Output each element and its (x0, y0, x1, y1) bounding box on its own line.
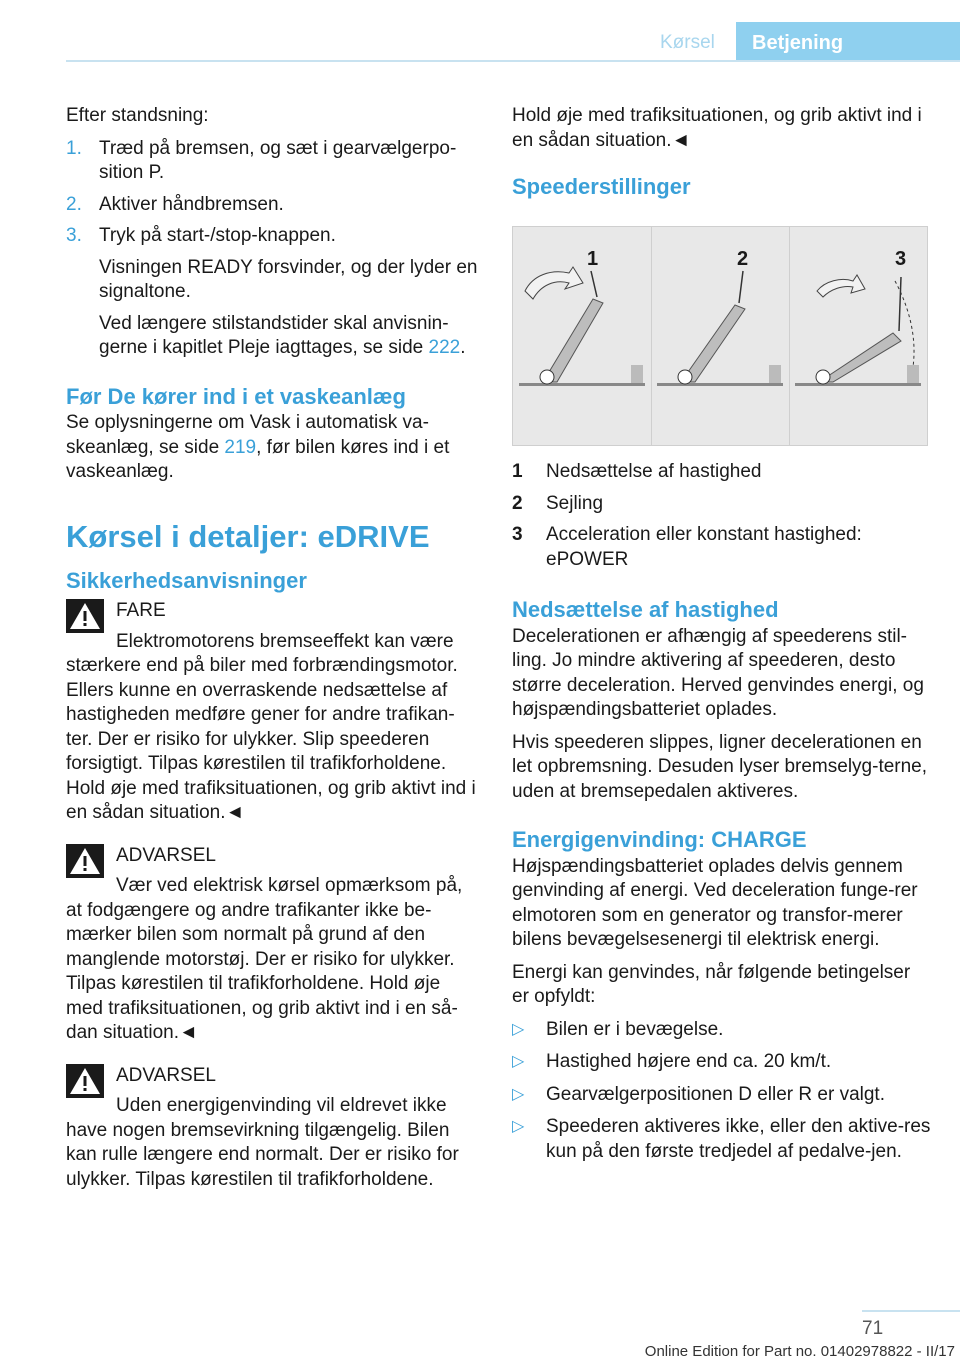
bullet-triangle-icon: ▷ (512, 1085, 525, 1103)
list-item (512, 460, 932, 485)
heading-charge: Energigenvinding: CHARGE (512, 827, 807, 852)
bullet-text: Speederen aktiveres ikke, eller den aktive-res kun på den første tredjedel af pedalve-jen. (546, 1116, 931, 1162)
car-wash-text (66, 411, 478, 485)
warning-triangle-icon (66, 599, 104, 633)
step-text: Træd på bremsen, og sæt i gearvælgerpo-sition P. (99, 137, 457, 183)
step-number: 2. (66, 193, 82, 215)
panel-2 (657, 248, 783, 386)
legend-number: 2 (512, 492, 523, 514)
step-text: Tryk på start-/stop-knappen. (99, 225, 336, 246)
bullet-triangle-icon: ▷ (512, 1020, 525, 1038)
bullet-triangle-icon: ▷ (512, 1053, 525, 1070)
ref-text: Ved længere stilstandstider skal anvisnin-gerne i kapitlet Pleje iagttages, se side (99, 312, 449, 358)
warning-triangle-icon (66, 844, 104, 878)
charge-text-1: Højspændingsbatteriet oplades delvis gennem genvinding af energi. Ved deceleration funge-rer elmotoren som en generator og transfor-merer bilens bevægelsesenergi til elektrisk energi. (512, 855, 918, 950)
warning-text: Vær ved elektrisk kørsel opmærksom på, at fodgængere og andre trafikanter ikke be-mærker bilen som normalt på grund af den manglende motorstøj. Der er risiko for ulykker. Tilpas kørestilen til trafikforholdene. Hold øje med trafiksituationen, og grib aktivt ind i en så-dan situation.◄ (66, 875, 463, 1043)
pedal-illustration (513, 227, 927, 445)
page-link-222[interactable]: 222 (428, 337, 461, 358)
list-item (66, 137, 478, 186)
charge-text-2: Energi kan genvindes, når følgende betingelser er opfyldt: (512, 961, 911, 1007)
warning-title: ADVARSEL (116, 1064, 216, 1086)
bullet-text: Gearvælgerpositionen D eller R er valgt. (546, 1083, 885, 1105)
figure-label-1: 1 (587, 248, 599, 270)
legend-text: Sejling (546, 492, 604, 514)
figure-label-3: 3 (895, 248, 907, 270)
warning-text: Elektromotorens bremseeffekt kan være stærkere end på biler med forbrændingsmotor. Ellers kunne en overraskende nedsættelse af hastigheden medføre gener for andre trafikan-ter. Der er risiko for ulykker. Slip speederen forsigtigt. Tilpas kørestilen til trafikforholdene. Hold øje med trafiksituationen, og grib aktivt ind i en sådan situation.◄ (66, 630, 476, 823)
list-item (66, 193, 478, 218)
list-item (512, 492, 932, 517)
page-link-219[interactable]: 219 (224, 436, 257, 458)
bullet-text: Bilen er i bevægelse. (546, 1018, 724, 1040)
step-sub-text-ref (66, 312, 478, 361)
legend-text: Acceleration eller konstant hastighed: ePOWER (546, 524, 862, 570)
list-item (512, 1083, 932, 1108)
intro-text: Efter standsning: (66, 105, 209, 126)
wash-text-end: , før bilen køres ind i et vaskeanlæg. (66, 436, 450, 482)
figure-label-2: 2 (737, 248, 749, 270)
list-item (512, 1115, 932, 1164)
steps-list (66, 137, 478, 249)
running-header-tab: Betjening (736, 22, 960, 62)
footer-rule (862, 1310, 960, 1312)
step-text: Aktiver håndbremsen. (99, 193, 284, 215)
step-number: 1. (66, 137, 82, 159)
warning-caution-2 (66, 1064, 478, 1193)
legend-number: 3 (512, 524, 523, 545)
bullet-text: Hastighed højere end ca. 20 km/t. (546, 1051, 832, 1072)
right-column (512, 104, 930, 200)
warning-title: FARE (116, 600, 166, 621)
bullet-triangle-icon: ▷ (512, 1118, 525, 1135)
list-item (66, 224, 478, 249)
deceleration-text-2: Hvis speederen slippes, ligner decelerationen en let opbremsning. Desuden lyser bremselyg-terne, uden at bremsepedalen aktiveres. (512, 731, 928, 802)
step-number: 3. (66, 225, 82, 246)
legend-text: Nedsættelse af hastighed (546, 461, 762, 482)
running-header-section: Kørsel (660, 32, 715, 53)
list-item (512, 1018, 932, 1043)
deceleration-text-1: Decelerationen er afhængig af speederens stil-ling. Jo mindre aktivering af speederen, desto større deceleration. Herved genvindes energi, og højspændingsbatteriet oplades. (512, 625, 924, 720)
heading-car-wash: Før De kører ind i et vaskeanlæg (66, 383, 406, 409)
accelerator-positions-figure (512, 226, 928, 446)
heading-safety: Sikkerhedsanvisninger (66, 567, 307, 593)
warning-triangle-icon (66, 1064, 104, 1098)
left-column (66, 104, 478, 1192)
list-item (512, 523, 932, 572)
step-sub-text: Visningen READY forsvinder, og der lyder en signaltone. (99, 256, 478, 302)
continued-text: Hold øje med trafiksituationen, og grib aktivt ind i en sådan situation.◄ (512, 105, 922, 151)
page-number: 71 (862, 1318, 884, 1339)
panel-3 (795, 248, 921, 386)
heading-accelerator-positions: Speederstillinger (512, 174, 691, 199)
warning-danger (66, 599, 478, 826)
ref-end: . (460, 337, 466, 358)
panel-1 (519, 248, 645, 386)
wash-text: Se oplysningerne om Vask i automatisk va-skeanlæg, se side (66, 412, 429, 458)
legend-number: 1 (512, 461, 523, 482)
warning-text: Uden energigenvinding vil eldrevet ikke have nogen bremsevirkning tilgængelig. Bilen kan rulle længere end normalt. Der er risiko for ulykker. Tilpas kørestilen til trafikforholdene. (66, 1095, 459, 1190)
header-rule (66, 60, 960, 62)
figure-legend (512, 460, 932, 1164)
edition-note: Online Edition for Part no. 01402978822 - II/17 (644, 1343, 955, 1360)
chapter-heading: Kørsel i detaljer: eDRIVE (66, 518, 430, 554)
list-item (512, 1050, 932, 1075)
conditions-list (512, 1018, 932, 1165)
warning-caution-1 (66, 844, 478, 1046)
heading-deceleration: Nedsættelse af hastighed (512, 597, 779, 622)
warning-title: ADVARSEL (116, 844, 216, 866)
